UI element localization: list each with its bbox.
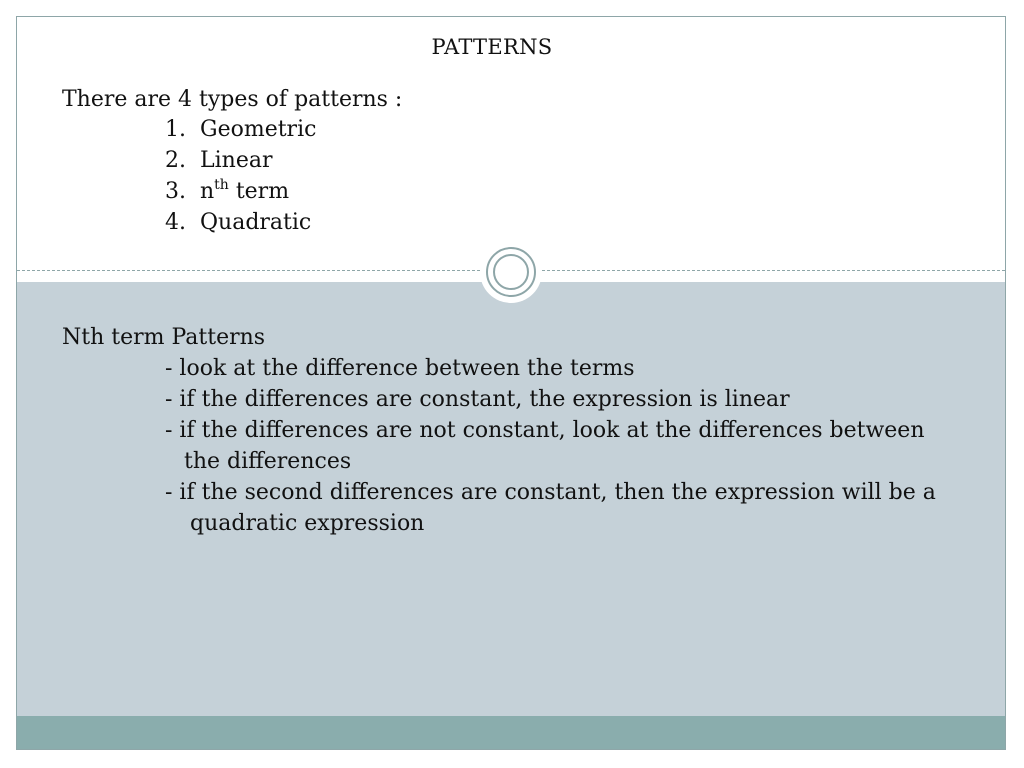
- type-item-geometric: [165, 115, 316, 145]
- type-item-number: 4.: [165, 210, 186, 235]
- type-item-number: 1.: [165, 117, 186, 142]
- type-item-label: Geometric: [200, 117, 317, 142]
- type-item-label: Quadratic: [200, 210, 312, 235]
- type-item-number: 3.: [165, 179, 186, 204]
- divider-circle-icon: [480, 241, 542, 303]
- divider-ring-inner: [493, 254, 529, 290]
- type-item-label-superscript: th: [214, 177, 229, 193]
- slide-title: PATTERNS: [431, 35, 553, 59]
- bullet-item: - if the second differences are constant, then the expression will be a: [165, 480, 936, 505]
- slide-footer-bar: [17, 716, 1005, 750]
- slide: [16, 16, 1006, 750]
- type-item-label-rest: term: [228, 179, 290, 204]
- type-item-number: 2.: [165, 148, 186, 173]
- bullet-item-continuation: quadratic expression: [190, 511, 425, 536]
- type-item-linear: [165, 146, 272, 176]
- bullet-item: - if the differences are not constant, look at the differences between: [165, 418, 925, 443]
- bullet-item: - look at the difference between the terms: [165, 356, 635, 381]
- type-item-label-base: n: [200, 179, 215, 204]
- section-heading: Nth term Patterns: [62, 325, 266, 350]
- type-item-nth-term: [165, 177, 289, 207]
- type-item-label: Linear: [200, 148, 273, 173]
- divider-ring-outer: [486, 247, 536, 297]
- bullet-item-continuation: the differences: [184, 449, 352, 474]
- type-item-quadratic: [165, 208, 311, 238]
- bullet-item: - if the differences are constant, the expression is linear: [165, 387, 790, 412]
- intro-text: There are 4 types of patterns :: [62, 87, 403, 112]
